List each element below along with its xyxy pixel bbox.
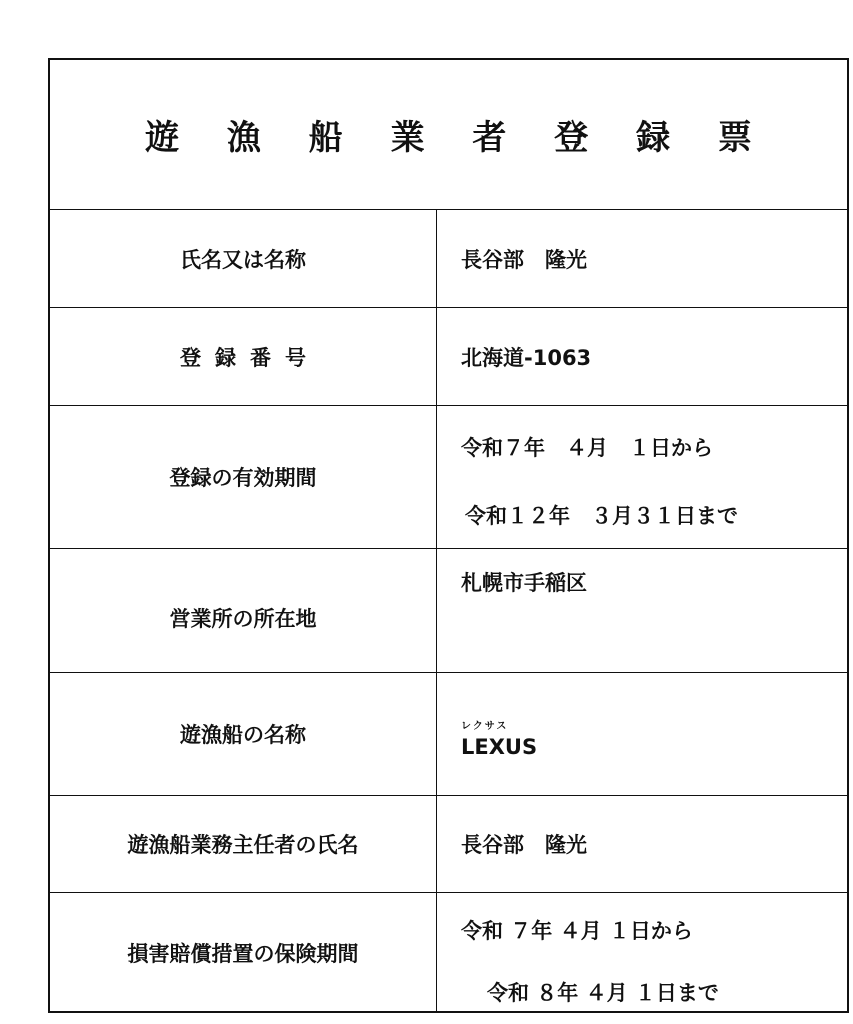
row-name <box>50 210 847 308</box>
value-validity-period <box>437 406 847 548</box>
row-office-location <box>50 549 847 673</box>
row-validity-period <box>50 406 847 549</box>
validity-from: 令和７年 ４月 １日から <box>461 436 713 460</box>
value-boat-name: LEXUS <box>461 735 538 759</box>
label-manager-name: 遊漁船業務主任者の氏名 <box>50 796 437 892</box>
row-registration-number <box>50 308 847 406</box>
validity-to: 令和１２年 ３月３１日まで <box>465 504 738 528</box>
label-insurance-period: 損害賠償措置の保険期間 <box>50 893 437 1013</box>
value-name: 長谷部 隆光 <box>461 247 587 272</box>
value-office-location: 札幌市手稲区 <box>461 571 587 595</box>
value-boat-name-cell <box>437 673 847 795</box>
label-validity-period: 登録の有効期間 <box>50 406 437 548</box>
row-manager-name <box>50 796 847 893</box>
label-registration-number: 登録番号 <box>50 308 437 405</box>
value-office-location-cell <box>437 549 847 672</box>
value-registration-number: 北海道-1063 <box>461 345 592 370</box>
insurance-from: 令和 ７年 ４月 １日から <box>461 919 693 943</box>
label-office-location: 営業所の所在地 <box>50 549 437 672</box>
registration-sheet <box>48 58 849 1013</box>
row-boat-name <box>50 673 847 796</box>
label-name: 氏名又は名称 <box>50 210 437 307</box>
boat-name-ruby: レクサス <box>461 721 509 732</box>
value-insurance-period <box>437 893 847 1013</box>
value-manager-name: 長谷部 隆光 <box>461 833 587 857</box>
sheet-title: 遊 漁 船 業 者 登 録 票 <box>50 60 847 210</box>
label-boat-name: 遊漁船の名称 <box>50 673 437 795</box>
row-insurance-period <box>50 893 847 1013</box>
insurance-to: 令和 ８年 ４月 １日まで <box>487 981 719 1005</box>
